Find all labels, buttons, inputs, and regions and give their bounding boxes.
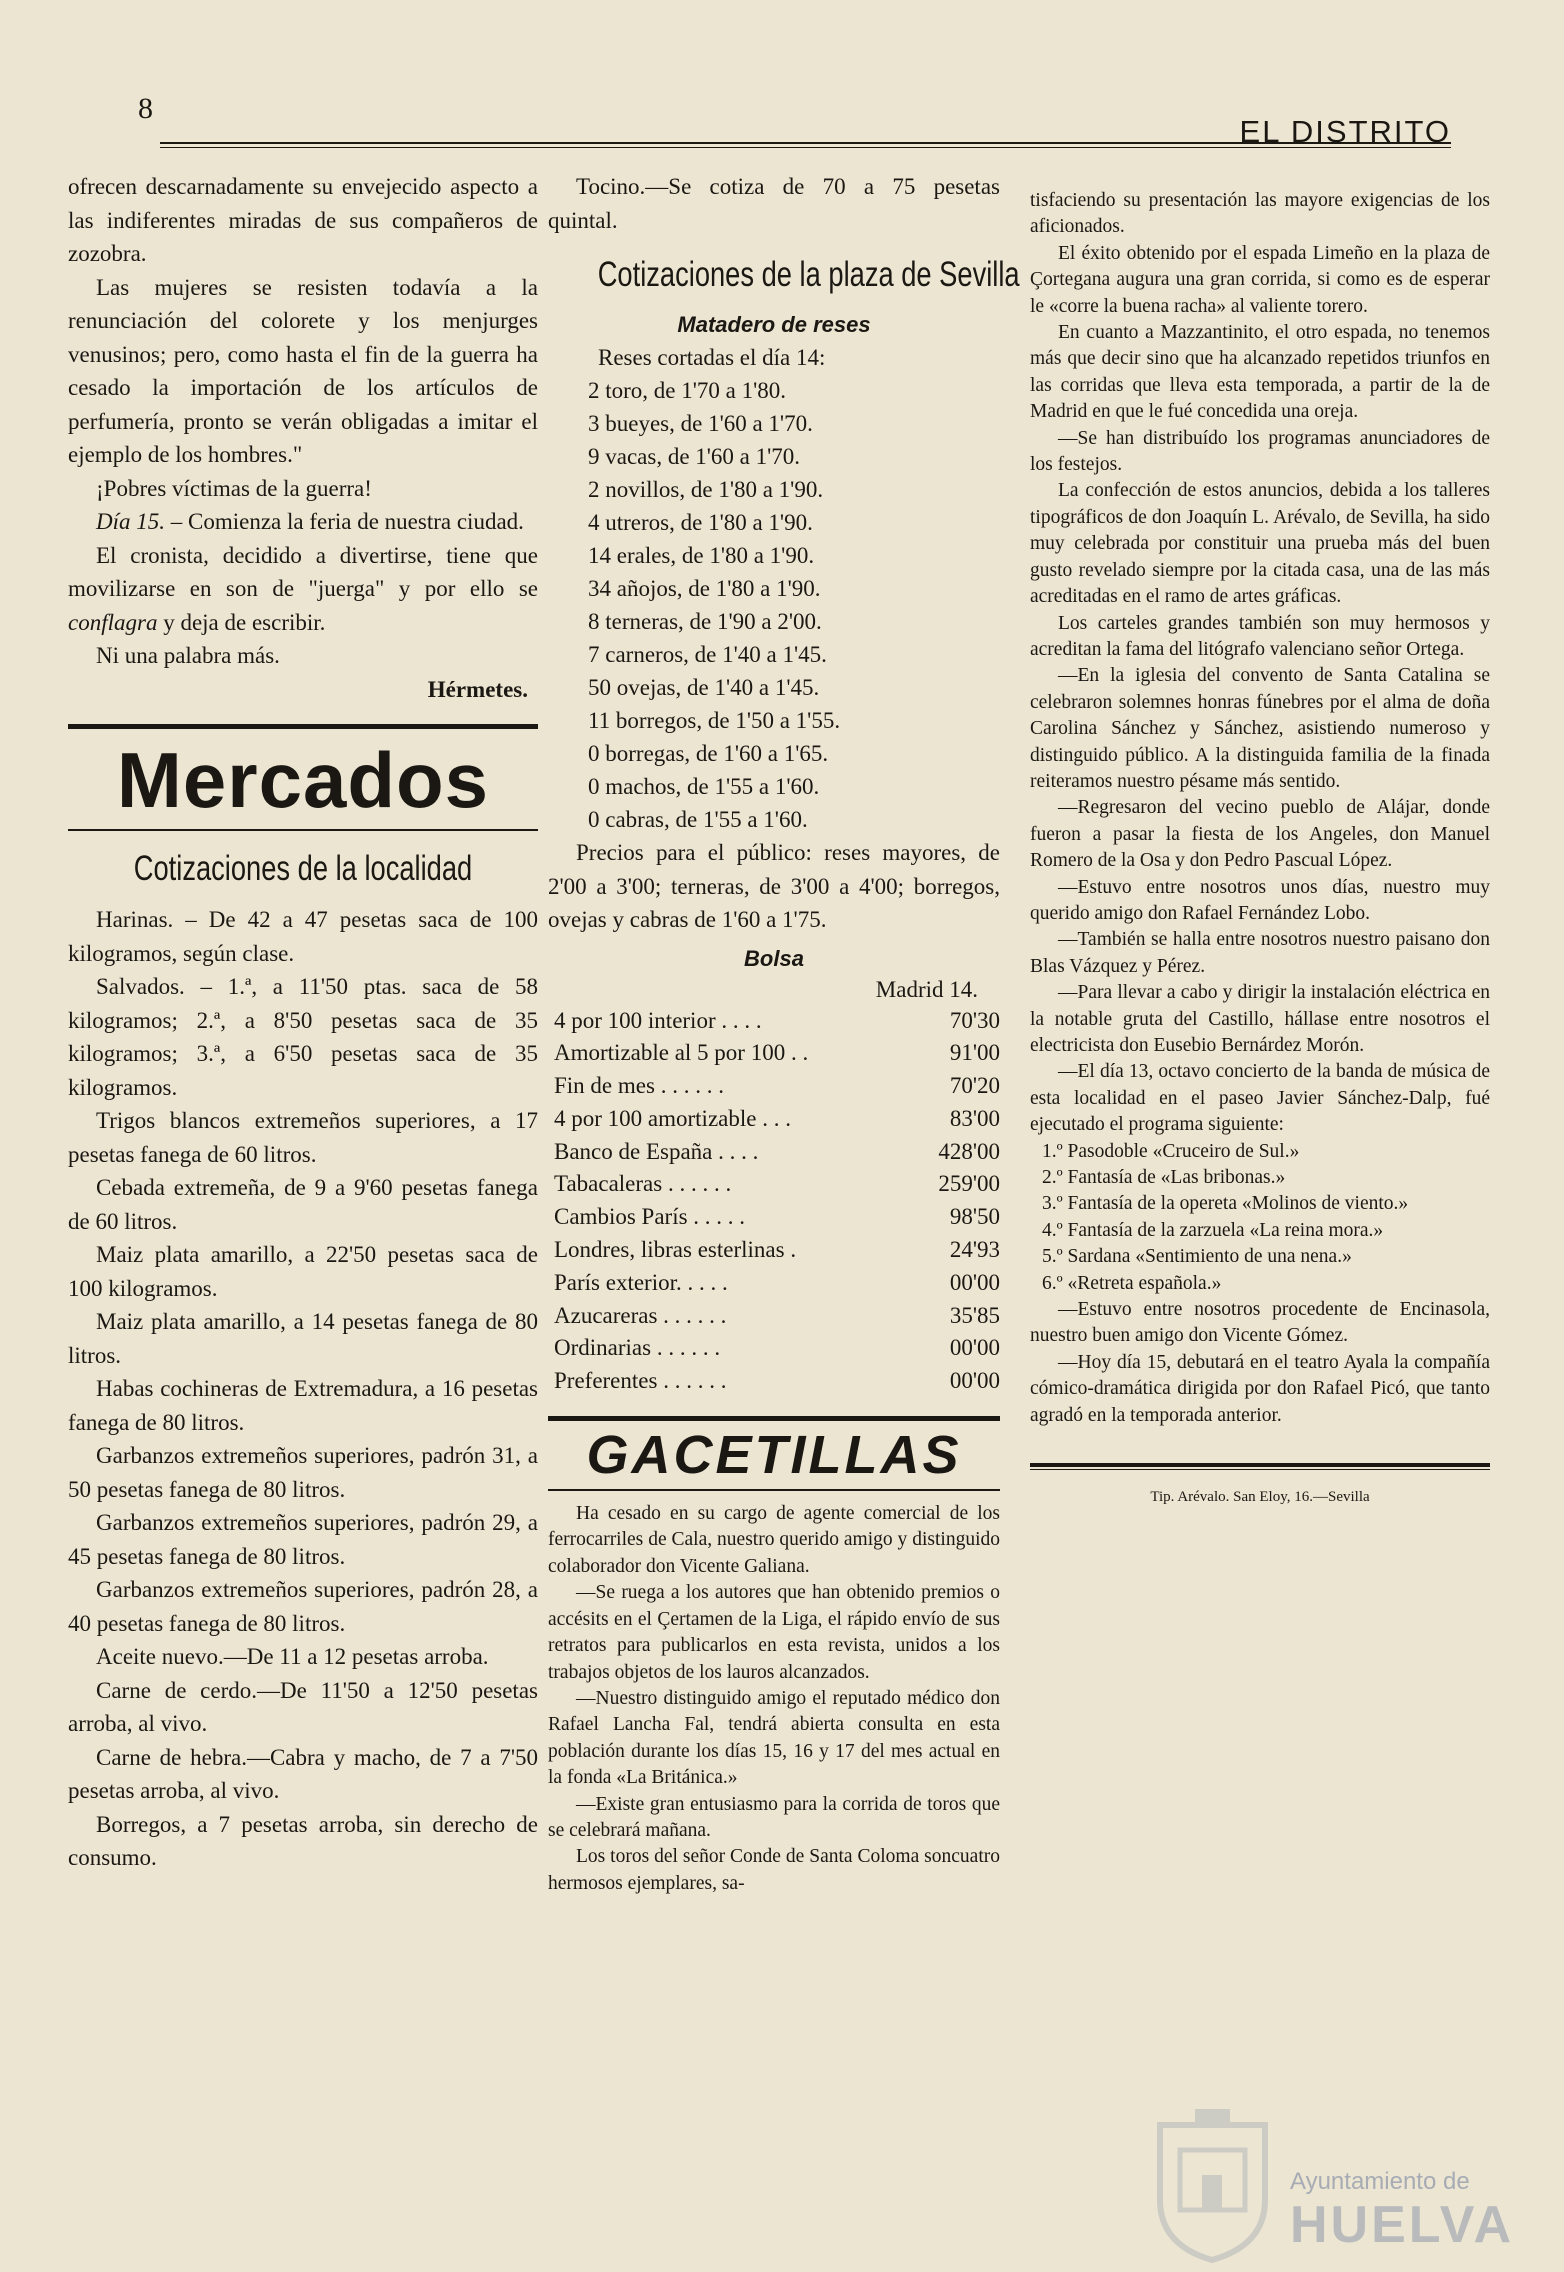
programa-item: 5.º Sardana «Sentimiento de una nena.» [1042,1246,1352,1268]
bolsa-value: 98'50 [949,1204,1000,1230]
bolsa-value: 70'30 [949,1007,1000,1033]
bolsa-row [548,1103,1000,1136]
bolsa-heading: Bolsa [744,945,804,971]
column-left [68,170,538,1875]
bolsa-label: 4 por 100 interior . . . . [554,1007,762,1033]
bolsa-label: Amortizable al 5 por 100 . . [554,1040,809,1066]
programa-item: 4.º Fantasía de la zarzuela «La reina mora.» [1042,1219,1384,1241]
paragraph: ofrecen descarnadamente su envejecido aspecto a las indiferentes miradas de sus compañeros de zozobra. [68,174,538,266]
paragraph: Los carteles grandes también son muy hermosos y acreditan la fama del litógrafo valenciano señor Ortega. [1030,612,1490,660]
footer-rule [1030,1463,1490,1470]
paragraph: Ha cesado en su cargo de agente comercial de los ferrocarriles de Cala, nuestro querido amigo y distinguido colaborador don Vicente Galiana. [548,1503,1000,1577]
bolsa-row [548,1070,1000,1103]
bolsa-row [548,1037,1000,1070]
bolsa-value: 00'00 [949,1368,1000,1394]
divider [68,829,538,831]
bolsa-label: Ordinarias . . . . . . [554,1335,721,1361]
market-item: Carne de cerdo.—De 11'50 a 12'50 pesetas arroba, al vivo. [68,1677,538,1736]
gacetillas-body [548,1501,1000,1897]
bolsa-row [548,1136,1000,1169]
programa-item: 2.º Fantasía de «Las bribonas.» [1042,1167,1286,1189]
paragraph: La confección de estos anuncios, debida a los talleres tipográficos de don Joaquín L. Arévalo, de Sevilla, ha sido muy celebrada por constituir una prueba más del buen gusto revelado siempre por la citada casa, una de las más acreditadas en el ramo de artes gráficas. [1030,480,1490,608]
reses-item: 7 carneros, de 1'40 a 1'45. [588,642,827,667]
market-item: Salvados. – 1.ª, a 11'50 ptas. saca de 58 kilogramos; 2.ª, a 8'50 pesetas saca de 35 kilogramos; 3.ª, a 6'50 pesetas saca de 35 kilogramos. [68,974,538,1100]
bolsa-date: Madrid 14. [875,976,978,1002]
programa-item: 6.º «Retreta española.» [1042,1272,1222,1294]
matadero-heading: Matadero de reses [677,312,871,337]
reses-item: 0 cabras, de 1'55 a 1'60. [588,807,808,832]
bolsa-label: Azucareras . . . . . . [554,1302,727,1328]
paragraph: En cuanto a Mazzantinito, el otro espada, no tenemos más que decir sino que ha alcanzado repetidos triunfos en las corridas que lleva esta temporada, a partir de la de Madrid en que le fué concedida una oreja. [1030,322,1490,423]
masthead: EL DISTRITO [1239,114,1451,149]
bolsa-label: Cambios París . . . . . [554,1204,746,1230]
bolsa-label: 4 por 100 amortizable . . . [554,1105,791,1131]
market-item: Trigos blancos extremeños superiores, a 17 pesetas fanega de 60 litros. [68,1108,538,1167]
reses-item: 34 añojos, de 1'80 a 1'90. [588,576,821,601]
bolsa-label: Banco de España . . . . [554,1138,759,1164]
paragraph [68,505,538,539]
paragraph: —También se halla entre nosotros nuestro paisano don Blas Vázquez y Pérez. [1030,929,1490,977]
precios-paragraph: Precios para el público: reses mayores, de 2'00 a 3'00; terneras, de 3'00 a 4'00; borregos, ovejas y cabras de 1'60 a 1'75. [548,840,1000,932]
paragraph: Los toros del señor Conde de Santa Coloma soncuatro hermosos ejemplares, sa- [548,1846,1000,1894]
market-item: Maiz plata amarillo, a 14 pesetas fanega de 80 litros. [68,1309,538,1368]
signature: Hérmetes. [427,676,528,702]
reses-list [548,341,1000,836]
reses-item: 11 borregos, de 1'50 a 1'55. [588,708,841,733]
market-item: Garbanzos extremeños superiores, padrón 29, a 45 pesetas fanega de 80 litros. [68,1510,538,1569]
bolsa-value: 259'00 [938,1171,1000,1197]
bolsa-row [548,1234,1000,1267]
mercados-heading: Mercados [116,736,490,824]
paragraph: —Estuvo entre nosotros unos días, nuestro muy querido amigo don Rafael Fernández Lobo. [1030,876,1490,924]
reses-item: 14 erales, de 1'80 a 1'90. [588,543,815,568]
paragraph: —En la iglesia del convento de Santa Catalina se celebraron solemnes honras fúnebres por el alma de doña Carolina Sánchez y Sánchez, asistiendo numeroso y distinguido público. A la distinguida familia de la finada reiteramos nuestro pésame más sentido. [1030,665,1490,792]
bolsa-value: 24'93 [949,1237,1000,1263]
reses-item: 0 borregas, de 1'60 a 1'65. [588,741,829,766]
bolsa-row [548,1168,1000,1201]
reses-item: 50 ovejas, de 1'40 a 1'45. [588,675,820,700]
market-item: Habas cochineras de Extremadura, a 16 pesetas fanega de 80 litros. [68,1376,538,1435]
reses-item: 0 machos, de 1'55 a 1'60. [588,774,820,799]
divider [548,1489,1000,1491]
bolsa-label: Tabacaleras . . . . . . [554,1171,732,1197]
column-right [1030,188,1490,1511]
paragraph: —Nuestro distinguido amigo el reputado médico don Rafael Lancha Fal, tendrá abierta consulta en esta población durante los días 15, 16 y 17 del mes actual en la fonda «La Británica.» [548,1687,1000,1789]
paragraph [68,539,538,640]
bolsa-row [548,1300,1000,1333]
bolsa-value: 00'00 [949,1335,1000,1361]
bolsa-value: 91'00 [949,1040,1000,1066]
paragraph: —Estuvo entre nosotros procedente de Encinasola, nuestro buen amigo don Vicente Gómez. [1030,1299,1490,1347]
bolsa-value: 35'85 [949,1302,1000,1328]
programa-list [1030,1139,1490,1297]
market-item: Garbanzos extremeños superiores, padrón 31, a 50 pesetas fanega de 80 litros. [68,1443,538,1502]
dia15-text: – Comienza la feria de nuestra ciudad. [165,509,524,534]
bolsa-value: 70'20 [949,1073,1000,1099]
bolsa-row [548,1365,1000,1398]
market-item: Aceite nuevo.—De 11 a 12 pesetas arroba. [96,1644,489,1669]
paragraph: El éxito obtenido por el espada Limeño en la plaza de Çortegana augura una gran corrida, si como es de esperar le «corre la buena racha» al valiente torero. [1030,242,1490,317]
bolsa-value: 00'00 [949,1269,1000,1295]
reses-item: 8 terneras, de 1'90 a 2'00. [588,609,822,634]
paragraph: ¡Pobres víctimas de la guerra! [96,475,372,501]
column-middle [548,170,1020,1897]
paragraph: —Se han distribuído los programas anunciadores de los festejos. [1030,427,1490,476]
divider [68,724,538,729]
paragraph: —Se ruega a los autores que han obtenido premios o accésits en el Çertamen de la Liga, el rápido envío de sus retratos para publicarlos en esta revista, unidos a los trabajos objetos de los lauros alcanzados. [548,1582,1000,1683]
market-item: Garbanzos extremeños superiores, padrón 28, a 40 pesetas fanega de 80 litros. [68,1577,538,1636]
bolsa-value: 83'00 [949,1105,1000,1131]
market-list [68,903,538,1875]
bolsa-value: 428'00 [938,1138,1000,1164]
programa-item: 1.º Pasodoble «Cruceiro de Sul.» [1042,1140,1300,1162]
bolsa-row [548,1005,1000,1038]
bolsa-label: Fin de mes . . . . . . [554,1073,724,1099]
text-span: El cronista, decidido a divertirse, tiene que movilizarse en son de "juerga" y por ello se [68,542,538,601]
reses-item: 2 toro, de 1'70 a 1'80. [588,378,787,403]
watermark-line2: HUELVA [1290,2196,1515,2254]
page-number: 8 [138,92,153,125]
market-item: Harinas. – De 42 a 47 pesetas saca de 100 kilogramos, según clase. [68,907,538,966]
city-seal-icon [1150,2105,1275,2265]
bolsa-row [548,1201,1000,1234]
reses-item: 4 utreros, de 1'80 a 1'90. [588,510,813,535]
divider [548,1416,1000,1421]
bolsa-table [548,1005,1000,1399]
gacetillas-heading: GACETILLAS [586,1425,962,1486]
tocino-paragraph: Tocino.—Se cotiza de 70 a 75 pesetas quintal. [548,174,1000,233]
bolsa-label: Londres, libras esterlinas . [554,1237,797,1263]
paragraph: —Regresaron del vecino pueblo de Alájar, donde fueron a pasar la fiesta de los Angeles, don Manuel Romero de la Osa y don Pedro Pascual López. [1030,797,1490,872]
market-item: Maiz plata amarillo, a 22'50 pesetas saca de 100 kilogramos. [68,1242,538,1301]
paragraph: —Existe gran entusiasmo para la corrida de toros que se celebrará mañana. [548,1793,1000,1841]
reses-item: 9 vacas, de 1'60 a 1'70. [588,444,801,469]
paragraph: Ni una palabra más. [96,643,280,668]
bolsa-row [548,1332,1000,1365]
bolsa-label: París exterior. . . . . [554,1269,728,1295]
reses-item: 3 bueyes, de 1'60 a 1'70. [588,411,813,436]
paragraph: —El día 13, octavo concierto de la banda de música de esta localidad en el paseo Javier Sánchez-Dalp, fué ejecutado el programa siguiente: [1030,1061,1490,1136]
paragraph: —Para llevar a cabo y dirigir la instalación eléctrica en la notable gruta del Castillo, hállase entre nosotros el electricista don Eusebio Bernárdez Morón. [1030,982,1490,1056]
imprint: Tip. Arévalo. San Eloy, 16.—Sevilla [1150,1489,1370,1506]
bolsa-row [548,1267,1000,1300]
reses-item: 2 novillos, de 1'80 a 1'90. [588,477,824,502]
sevilla-heading: Cotizaciones de la plaza de Sevilla [597,255,1020,294]
paragraph: tisfaciendo su presentación las mayore exigencias de los aficionados. [1030,190,1490,238]
watermark-line1: Ayuntamiento de [1290,2168,1470,2195]
programa-item: 3.º Fantasía de la opereta «Molinos de viento.» [1042,1193,1409,1215]
bolsa-label: Preferentes . . . . . . [554,1368,727,1394]
market-item: Cebada extremeña, de 9 a 9'60 pesetas fanega de 60 litros. [68,1175,538,1234]
paragraph: —Hoy día 15, debutará en el teatro Ayala la compañía cómico-dramática dirigida por don Rafael Picó, que tanto agradó en la temporada anterior. [1030,1351,1490,1426]
market-item: Borregos, a 7 pesetas arroba, sin derecho de consumo. [68,1811,538,1870]
top-rule [160,142,1451,148]
localidad-heading: Cotizaciones de la localidad [133,849,473,888]
market-item: Carne de hebra.—Cabra y macho, de 7 a 7'50 pesetas arroba, al vivo. [68,1744,538,1803]
paragraph: Las mujeres se resisten todavía a la renunciación del colorete y los menjurges venusinos; pero, como hasta el fin de la guerra ha cesado la importación de los artículos de perfumería, pronto se verán obligadas a imitar el ejemplo de los hombres." [68,274,538,467]
italic-word: conflagra [68,609,158,635]
dia15-label: Día 15. [96,509,165,534]
reses-intro: Reses cortadas el día 14: [598,345,826,370]
text-span: y deja de escribir. [157,609,326,635]
